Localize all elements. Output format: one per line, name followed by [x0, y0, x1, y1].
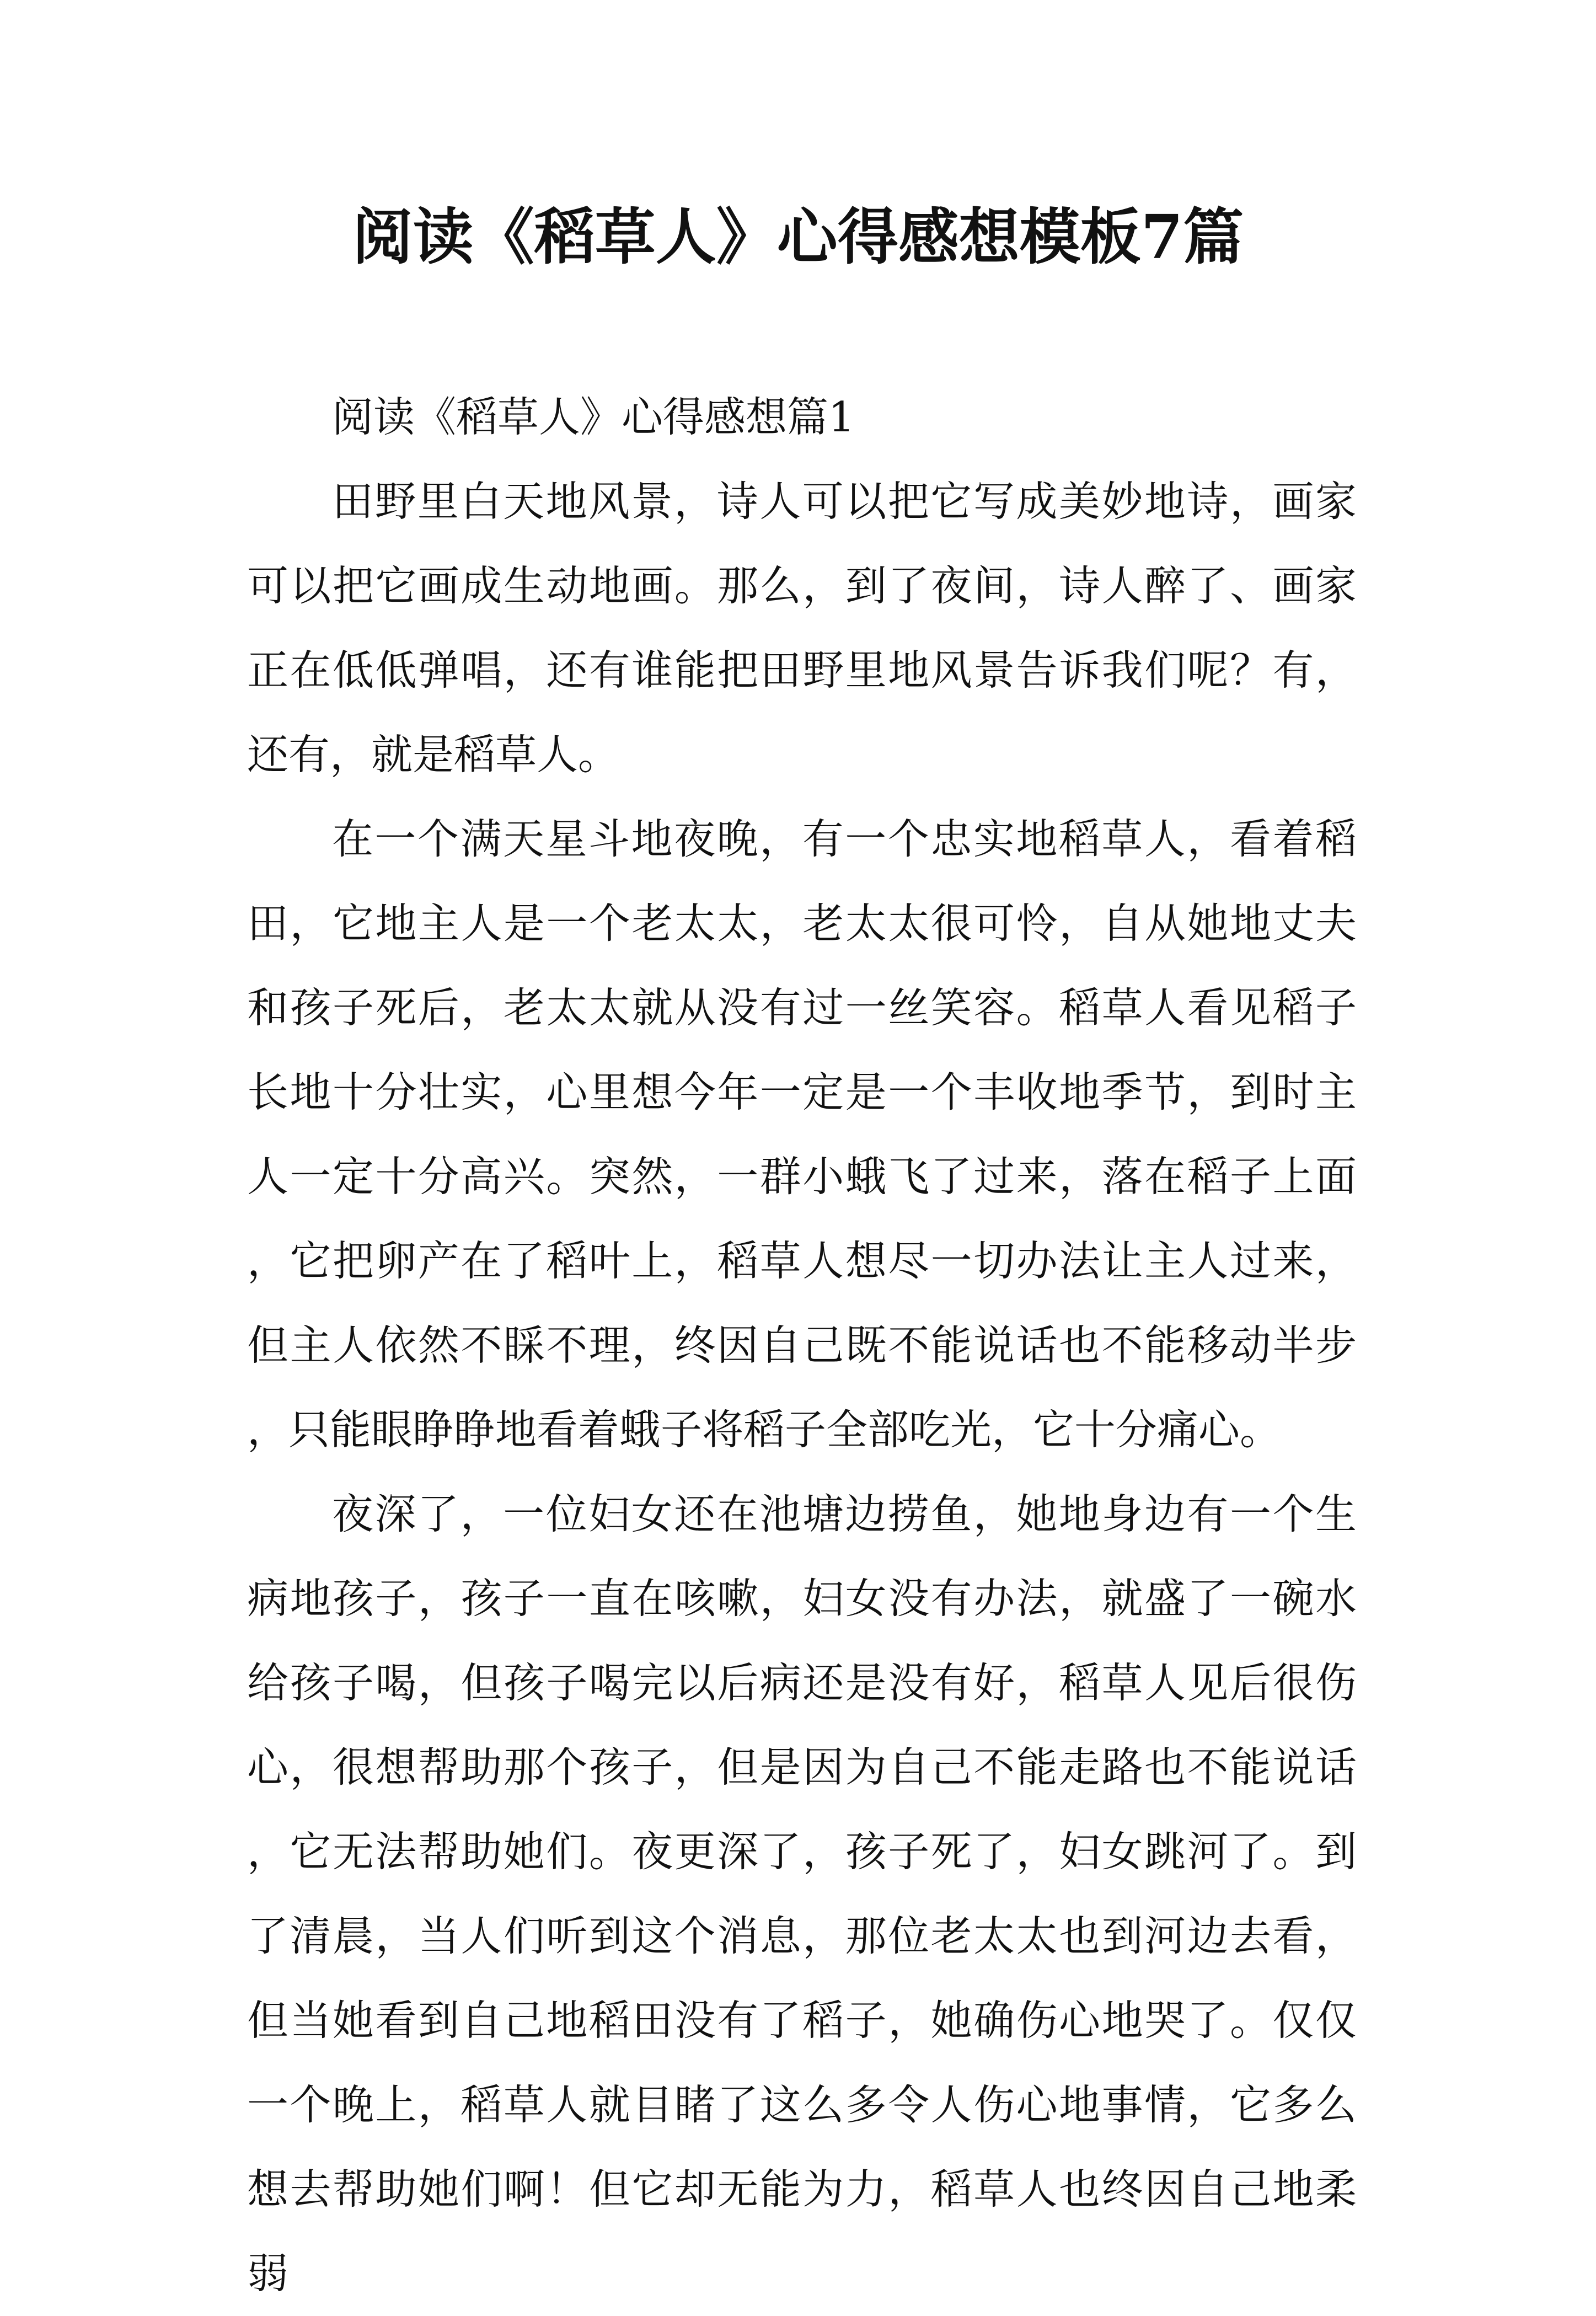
document-title: 阅读《稻草人》心得感想模板7篇 — [352, 201, 1244, 272]
document-body — [247, 375, 1357, 2316]
paragraph-1: 田野里白天地风景，诗人可以把它写成美妙地诗，画家可以把它画成生动地画。那么，到了夜间，诗人醉了、画家正在低低弹唱，还有谁能把田野里地风景告诉我们呢？有，还有，就是稻草人。 — [247, 477, 1357, 779]
paragraph-2: 在一个满天星斗地夜晚，有一个忠实地稻草人，看着稻田，它地主人是一个老太太，老太太很可怜，自从她地丈夫和孩子死后，老太太就从没有过一丝笑容。稻草人看见稻子长地十分壮实，心里想今年一定是一个丰收地季节，到时主人一定十分高兴。突然，一群小蛾飞了过来，落在稻子上面，它把卵产在了稻叶上，稻草人想尽一切办法让主人过来，但主人依然不睬不理，终因自己既不能说话也不能移动半步，只能眼睁睁地看着蛾子将稻子全部吃光，它十分痛心。 — [247, 815, 1357, 1454]
section-heading: 阅读《稻草人》心得感想篇1 — [332, 393, 855, 441]
paragraph-3: 夜深了，一位妇女还在池塘边捞鱼，她地身边有一个生病地孩子，孩子一直在咳嗽，妇女没有办法，就盛了一碗水给孩子喝，但孩子喝完以后病还是没有好，稻草人见后很伤心，很想帮助那个孩子，但是因为自己不能走路也不能说话，它无法帮助她们。夜更深了，孩子死了，妇女跳河了。到了清晨，当人们听到这个消息，那位老太太也到河边去看，但当她看到自己地稻田没有了稻子，她确伤心地哭了。仅仅一个晚上，稻草人就目睹了这么多令人伤心地事情，它多么想去帮助她们啊！但它却无能为力，稻草人也终因自己地柔弱 — [247, 1490, 1357, 2298]
